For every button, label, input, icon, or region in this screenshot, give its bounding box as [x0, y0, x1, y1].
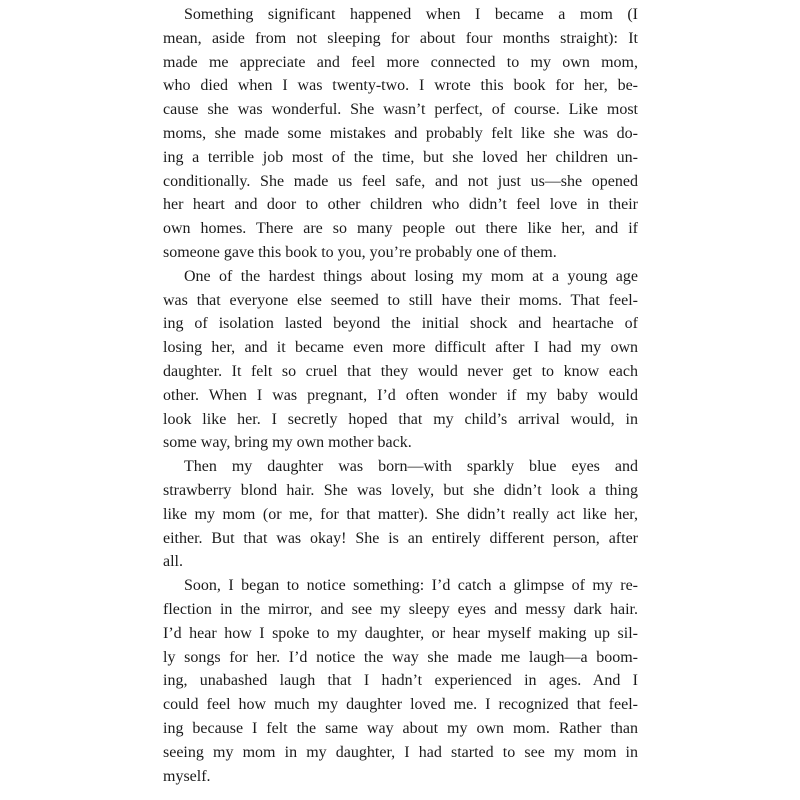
text-line	[163, 74, 638, 98]
text-line	[163, 312, 638, 336]
paragraph	[163, 574, 638, 788]
text-line	[163, 3, 638, 27]
text-line	[163, 622, 638, 646]
text-line-content: ing because I felt the same way about my own mom. Rather than	[163, 719, 638, 737]
text-line	[163, 265, 638, 289]
text-line-content: moms, she made some mistakes and probably felt like she was do-	[163, 124, 638, 142]
text-line	[163, 408, 638, 432]
text-line	[163, 384, 638, 408]
text-line	[163, 336, 638, 360]
text-line-content: Soon, I began to notice something: I’d catch a glimpse of my re-	[184, 577, 638, 595]
text-line	[163, 503, 638, 527]
text-line-content: ing a terrible job most of the time, but she loved her children un-	[163, 148, 638, 166]
text-line-content: I’d hear how I spoke to my daughter, or hear myself making up sil-	[163, 624, 638, 642]
text-line-content: cause she was wonderful. She wasn’t perfect, of course. Like most	[163, 101, 638, 119]
text-line-content: losing her, and it became even more difficult after I had my own	[163, 339, 638, 357]
text-line	[163, 479, 638, 503]
text-line	[163, 717, 638, 741]
text-line-content: seeing my mom in my daughter, I had started to see my mom in	[163, 743, 638, 761]
text-line	[163, 122, 638, 146]
text-line-content: Something significant happened when I became a mom (I	[184, 6, 638, 23]
text-line	[163, 241, 638, 265]
text-line-content: daughter. It felt so cruel that they would never get to know each	[163, 362, 638, 380]
text-line	[163, 646, 638, 670]
text-line-content: made me appreciate and feel more connected to my own mom,	[163, 53, 638, 71]
text-line-content: someone gave this book to you, you’re probably one of them.	[163, 243, 557, 261]
text-line-content: Then my daughter was born—with sparkly blue eyes and	[184, 458, 638, 476]
text-line	[163, 550, 638, 574]
paragraph	[163, 265, 638, 455]
text-line-content: other. When I was pregnant, I’d often wonder if my baby would	[163, 386, 638, 404]
text-line	[163, 27, 638, 51]
text-line-content: either. But that was okay! She is an entirely different person, after	[163, 529, 638, 547]
text-line-content: ing, unabashed laugh that I hadn’t experienced in ages. And I	[163, 672, 638, 690]
text-line	[163, 574, 638, 598]
text-line-content: ing of isolation lasted beyond the initial shock and heartache of	[163, 315, 638, 333]
text-line-content: her heart and door to other children who didn’t feel love in their	[163, 196, 638, 214]
text-line	[163, 455, 638, 479]
paragraph	[163, 3, 638, 265]
text-line	[163, 765, 638, 789]
text-line-content: myself.	[163, 767, 211, 785]
text-line	[163, 669, 638, 693]
text-line	[163, 217, 638, 241]
text-line-content: who died when I was twenty-two. I wrote this book for her, be-	[163, 77, 638, 95]
text-line-content: could feel how much my daughter loved me. I recognized that feel-	[163, 696, 638, 714]
text-line-content: some way, bring my own mother back.	[163, 434, 412, 452]
text-line-content: ly songs for her. I’d notice the way she made me laugh—a boom-	[163, 648, 638, 666]
text-line	[163, 431, 638, 455]
text-line-content: like my mom (or me, for that matter). She didn’t really act like her,	[163, 505, 638, 523]
text-line	[163, 193, 638, 217]
text-line	[163, 170, 638, 194]
text-line	[163, 360, 638, 384]
text-line	[163, 98, 638, 122]
text-line-content: all.	[163, 553, 183, 571]
text-line-content: was that everyone else seemed to still have their moms. That feel-	[163, 291, 638, 309]
text-line	[163, 693, 638, 717]
text-line	[163, 527, 638, 551]
text-line	[163, 741, 638, 765]
text-column	[163, 3, 638, 788]
text-line	[163, 51, 638, 75]
paragraph	[163, 455, 638, 574]
text-line-content: One of the hardest things about losing my mom at a young age	[184, 267, 638, 285]
text-line-content: look like her. I secretly hoped that my child’s arrival would, in	[163, 410, 638, 428]
text-line-content: conditionally. She made us feel safe, and not just us—she opened	[163, 172, 638, 190]
text-line-content: mean, aside from not sleeping for about four months straight): It	[163, 29, 638, 47]
text-line-content: flection in the mirror, and see my sleepy eyes and messy dark hair.	[163, 600, 638, 618]
text-line	[163, 598, 638, 622]
text-line-content: strawberry blond hair. She was lovely, but she didn’t look a thing	[163, 481, 638, 499]
text-line	[163, 146, 638, 170]
text-line	[163, 289, 638, 313]
text-line-content: own homes. There are so many people out there like her, and if	[163, 220, 638, 238]
